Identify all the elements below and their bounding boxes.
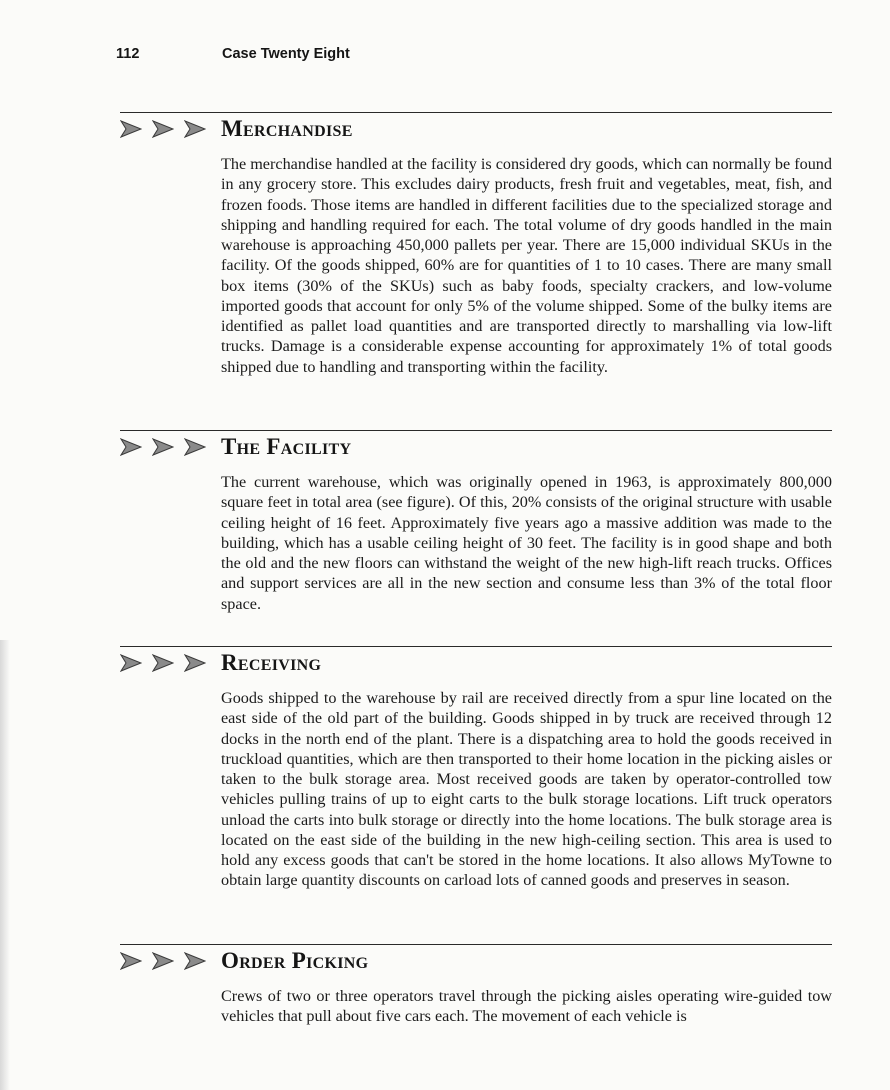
triple-arrow-icon	[120, 120, 206, 138]
triple-arrow-icon	[120, 654, 206, 672]
section-heading: Order Picking	[221, 948, 369, 973]
section-rule	[120, 944, 832, 945]
running-head	[116, 46, 350, 62]
section-rule	[120, 646, 832, 647]
triple-arrow-icon	[120, 952, 206, 970]
section-heading: Receiving	[221, 650, 322, 675]
page-edge-shadow	[0, 640, 10, 1090]
section-heading: The Facility	[221, 434, 352, 459]
page-number: 112	[116, 46, 140, 62]
triple-arrow-icon	[120, 438, 206, 456]
section-body: Crews of two or three operators travel through the picking aisles operating wire-guided tow vehicles that pull about five cars each. The movement of each vehicle is	[221, 987, 832, 1026]
section-body: The merchandise handled at the facility is considered dry goods, which can normally be found in any grocery store. This excludes dairy products, fresh fruit and vegetables, meat, fish, and frozen foods. Those items are handled in different facilities due to the specialized storage and shipping and handling required for each. The total volume of dry goods handled in the main warehouse is approaching 450,000 pallets per year. There are 15,000 individual SKUs in the facility. Of the goods shipped, 60% are for quantities of 1 to 10 cases. There are many small box items (30% of the SKUs) such as baby foods, specialty crackers, and low-volume imported goods that account for only 5% of the volume shipped. Some of the bulky items are identified as pallet load quantities and are transported directly to marshalling via low-lift trucks. Damage is a considerable expense accounting for approximately 1% of total goods shipped due to handling and transporting within the facility.	[221, 155, 832, 376]
running-title: Case Twenty Eight	[222, 46, 350, 62]
section-rule	[120, 112, 832, 113]
section-heading: Merchandise	[221, 116, 353, 141]
section-body: Goods shipped to the warehouse by rail are received directly from a spur line located on the east side of the old part of the building. Goods shipped in by truck are received through 12 docks in the north end of the plant. There is a dispatching area to hold the goods received in truckload quantities, which are then transported to their home location in the picking aisles or taken to the bulk storage area. Most received goods are taken by operator-controlled tow vehicles pulling trains of up to eight carts to the bulk storage locations. Lift truck operators unload the carts into bulk storage or directly into the home locations. The bulk storage area is located on the east side of the building in the new high-ceiling section. This area is used to hold any excess goods that can't be stored in the home locations. It also allows MyTowne to obtain large quantity discounts on carload lots of canned goods and preserves in season.	[221, 689, 832, 890]
section-rule	[120, 430, 832, 431]
section-body: The current warehouse, which was originally opened in 1963, is approximately 800,000 square feet in total area (see figure). Of this, 20% consists of the original structure with usable ceiling height of 16 feet. Approximately five years ago a massive addition was made to the building, which has a usable ceiling height of 30 feet. The facility is in good shape and both the old and the new floors can withstand the weight of the new high-lift reach trucks. Offices and support services are all in the new section and consume less than 3% of the total floor space.	[221, 473, 832, 613]
